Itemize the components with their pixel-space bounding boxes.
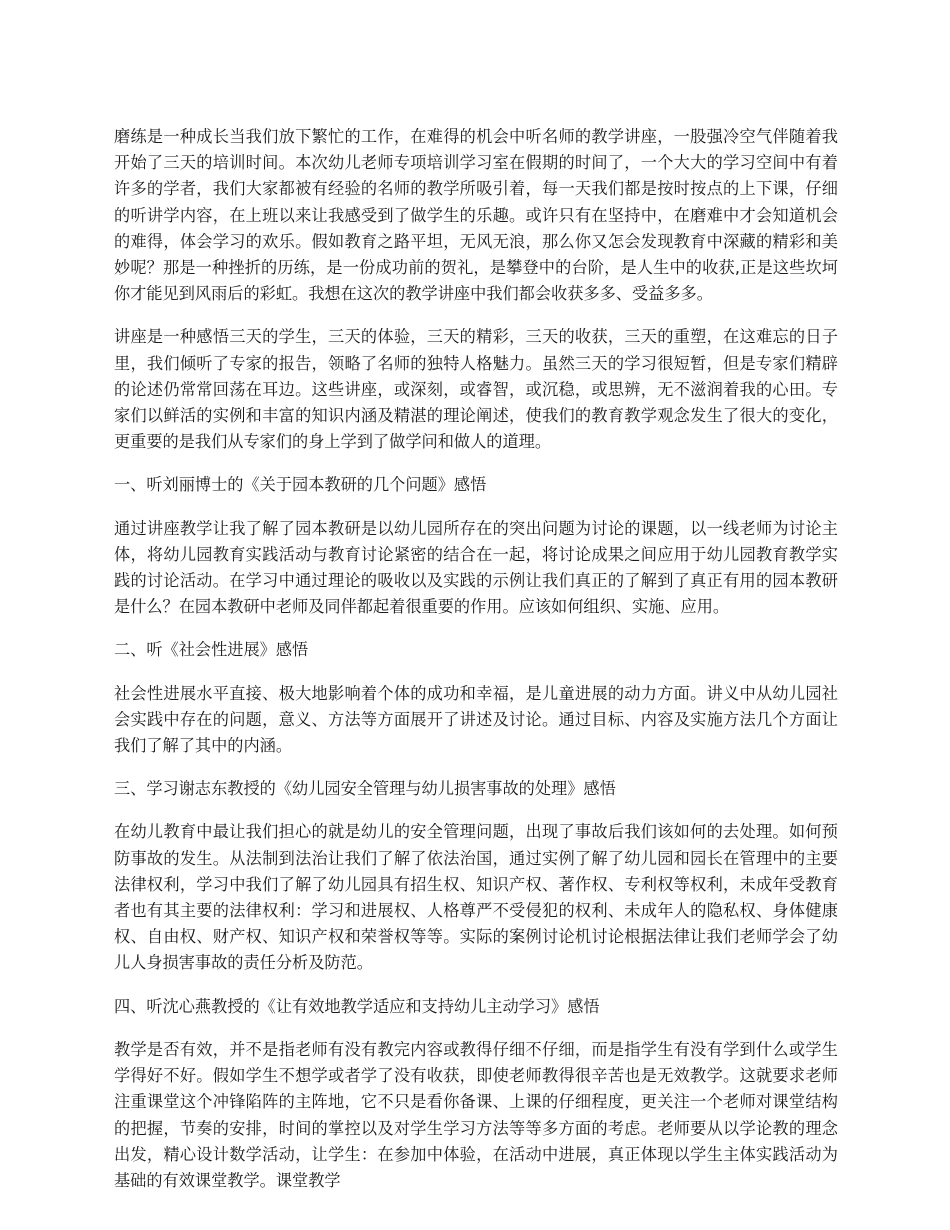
section-heading-2: 二、听《社会性进展》感悟 — [114, 640, 309, 660]
document-body — [114, 124, 838, 1211]
section-paragraph-2: 社会性进展水平直接、极大地影响着个体的成功和幸福，是儿童进展的动力方面。讲义中从幼儿园社会实践中存在的问题，意义、方法等方面展开了讲述及讨论。通过目标、内容及实施方法几个方面让我们了解了其中的内涵。 — [114, 683, 838, 756]
section-heading-1: 一、听刘丽博士的《关于园本教研的几个问题》感悟 — [114, 475, 487, 495]
section-paragraph-1: 通过讲座教学让我了解了园本教研是以幼儿园所存在的突出问题为讨论的课题，以一线老师为讨论主体，将幼儿园教育实践活动与教育讨论紧密的结合在一起，将讨论成果之间应用于幼儿园教育教学实践的讨论活动。在学习中通过理论的吸收以及实践的示例让我们真正的了解到了真正有用的园本教研是什么？在园本教研中老师及同伴都起着很重要的作用。应该如何组织、实施、应用。 — [114, 518, 838, 617]
section-heading-3: 三、学习谢志东教授的《幼儿园安全管理与幼儿损害事故的处理》感悟 — [114, 779, 616, 799]
intro-paragraph: 磨练是一种成长当我们放下繁忙的工作，在难得的机会中听名师的教学讲座，一股强冷空气伴随着我开始了三天的培训时间。本次幼儿老师专项培训学习室在假期的时间了，一个大大的学习空间中有着许多的学者，我们大家都被有经验的名师的教学所吸引着，每一天我们都是按时按点的上下课，仔细的听讲学内容，在上班以来让我感受到了做学生的乐趣。或许只有在坚持中，在磨难中才会知道机会的难得，体会学习的欢乐。假如教育之路平坦，无风无浪，那么你又怎会发现教育中深藏的精彩和美妙呢？那是一种挫折的历练，是一份成功前的贺礼，是攀登中的台阶，是人生中的收获,正是这些坎坷你才能见到风雨后的彩虹。我想在这次的教学讲座中我们都会收获多多、受益多多。 — [114, 127, 838, 304]
lecture-paragraph: 讲座是一种感悟三天的学生，三天的体验，三天的精彩，三天的收获，三天的重塑，在这难忘的日子里，我们倾听了专家的报告，领略了名师的独特人格魅力。虽然三天的学习很短暂，但是专家们精辟的论述仍常常回荡在耳边。这些讲座，或深刻，或睿智，或沉稳，或思辨，无不滋润着我的心田。专家们以鲜活的实例和丰富的知识内涵及精湛的理论阐述，使我们的教育教学观念发生了很大的变化，更重要的是我们从专家们的身上学到了做学问和做人的道理。 — [114, 327, 838, 452]
section-paragraph-3: 在幼儿教育中最让我们担心的就是幼儿的安全管理问题，出现了事故后我们该如何的去处理。如何预防事故的发生。从法制到法治让我们了解了依法治国，通过实例了解了幼儿园和园长在管理中的主要法律权利，学习中我们了解了幼儿园具有招生权、知识产权、著作权、专利权等权利，未成年受教育者也有其主要的法律权利：学习和进展权、人格尊严不受侵犯的权利、未成年人的隐私权、身体健康权、自由权、财产权、知识产权和荣誉权等等。实际的案例讨论机讨论根据法律让我们老师学会了幼儿人身损害事故的责任分析及防范。 — [114, 822, 838, 973]
section-paragraph-4: 教学是否有效，并不是指老师有没有教完内容或教得仔细不仔细，而是指学生有没有学到什么或学生学得好不好。假如学生不想学或者学了没有收获，即使老师教得很辛苦也是无效教学。这就要求老师注重课堂这个冲锋陷阵的主阵地，它不只是看你备课、上课的仔细程度，更关注一个老师对课堂结构的把握，节奏的安排，时间的掌控以及对学生学习方法等等多方面的考虑。老师要从以学论教的理念出发，精心设计数学活动，让学生：在参加中体验，在活动中进展，真正体现以学生主体实践活动为基础的有效课堂教学。课堂教学 — [114, 1039, 838, 1190]
section-heading-4: 四、听沈心燕教授的《让有效地教学适应和支持幼儿主动学习》感悟 — [114, 996, 600, 1016]
